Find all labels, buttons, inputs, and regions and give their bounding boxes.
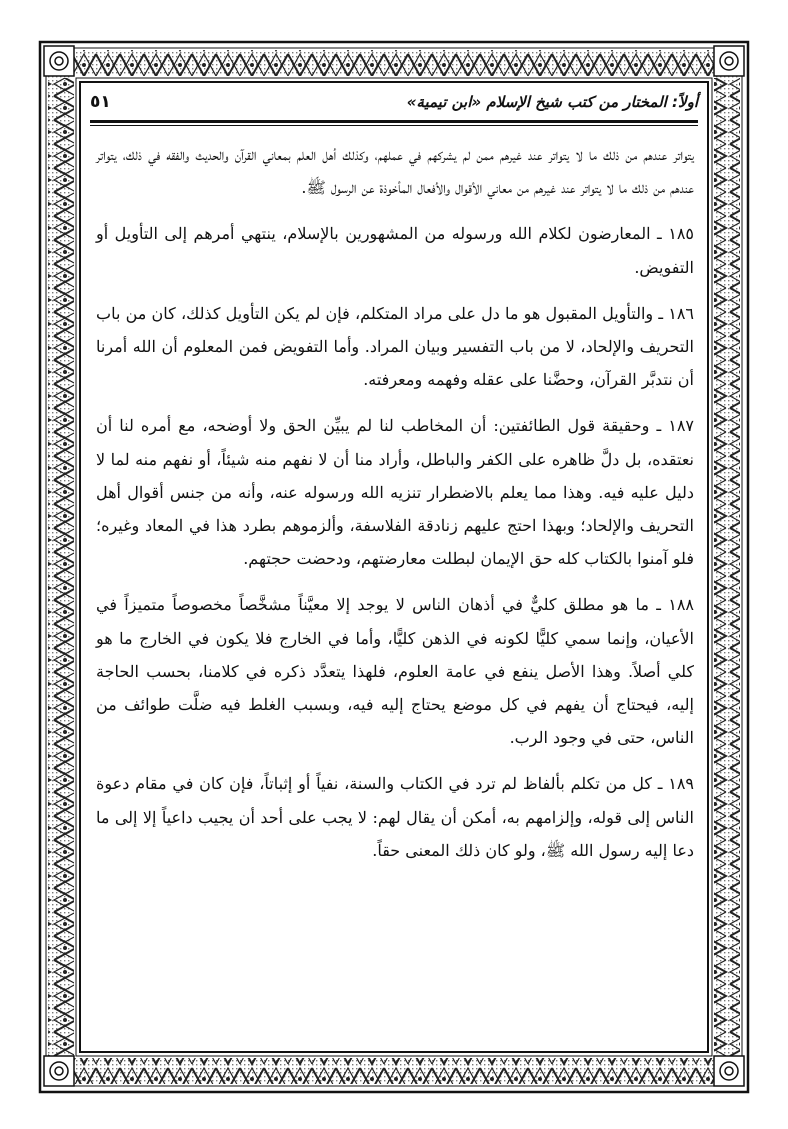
paragraph-text: يتواتر عندهم من ذلك ما لا يتواتر عند غيرهم ممن لم يشركهم في عملهم، وكذلك أهل العلم بمعاني القرآن والحديث والفقه في ذلك، يتواتر عندهم من ذلك ما لا يتواتر عند غيرهم من معاني الأقوال والأفعال المأخوذة عن الرسول ﷺ. xyxy=(96,145,694,198)
body-text xyxy=(96,138,694,880)
page-number: ٥١ xyxy=(90,92,111,112)
paragraph-number: ١٨٩ xyxy=(668,774,694,794)
paragraph-number: ١٨٨ xyxy=(668,595,694,615)
header-rule-thin xyxy=(90,125,698,126)
header-rule xyxy=(90,120,698,123)
paragraph-text: ـ كل من تكلم بألفاظ لم ترد في الكتاب والسنة، نفياً أو إثباتاً، فإن كان في مقام دعوة الناس إلى قوله، وإلزامهم به، أمكن أن يقال لهم: لا يجب على أحد أن يجيب داعياً إلا إلى ما دعا إليه رسول الله ﷺ، ولو كان ذلك المعنى حقاً. xyxy=(96,774,694,860)
paragraph xyxy=(96,217,694,283)
paragraph-text: ـ وحقيقة قول الطائفتين: أن المخاطب لنا لم يبيِّن الحق ولا أوضحه، مع أمره لنا أن نعتقده، بل دلَّ ظاهره على الكفر والباطل، وأراد منا أن لا نفهم منه شيئاً، أو نفهم منه لما لا دليل عليه فيه. وهذا مما يعلم بالاضطرار تنزيه الله ورسوله عنه، وأنه من جنس أقوال أهل التحريف والإلحاد؛ وبهذا احتج عليهم زنادقة الفلاسفة، وألزموهم بطرد هذا في المعاد وغيره؛ فلو آمنوا بالكتاب كله حق الإيمان لبطلت معارضتهم، ودحضت حجتهم. xyxy=(96,416,695,569)
paragraph-text: ـ والتأويل المقبول هو ما دل على مراد المتكلم، فإن لم يكن التأويل كذلك، كان من باب التحريف والإلحاد، لا من باب التفسير وبيان المراد. وأما التفويض فمن المعلوم أن الله أمرنا أن نتدبَّر القرآن، وحضَّنا على عقله وفهمه ومعرفته. xyxy=(96,303,694,390)
paragraph xyxy=(96,588,694,754)
paragraph-number: ١٨٦ xyxy=(668,303,695,323)
paragraph-text: ـ ما هو مطلق كليٌّ في أذهان الناس لا يوجد إلا معيَّناً مشخَّصاً مخصوصاً متميزاً في الأعيان، وإنما سمي كليًّا لكونه في الذهن كليًّا، وأما في الخارج فلا يكون في الخارج ما هو كلي أصلاً. وهذا الأصل ينفع في عامة العلوم، فلهذا يتعدَّد ذكره في كلامنا، بحسب الحاجة إليه، فيحتاج أن يفهم في كل موضع يحتاج إليه فيه، وبسبب الغلط فيه ضلَّت طوائف من الناس، حتى في وجود الرب. xyxy=(96,595,694,748)
paragraph-text: ـ المعارضون لكلام الله ورسوله من المشهورين بالإسلام، ينتهي أمرهم إلى التأويل أو التفويض. xyxy=(96,224,694,277)
paragraph xyxy=(96,297,694,397)
paragraph xyxy=(96,138,694,204)
paragraph xyxy=(96,409,694,575)
paragraph-number: ١٨٧ xyxy=(668,416,694,436)
running-header xyxy=(90,90,698,120)
paragraph xyxy=(96,767,694,867)
paragraph-number: ١٨٥ xyxy=(668,224,694,244)
header-title: أولاً: المختار من كتب شيخ الإسلام «ابن تيمية» xyxy=(406,93,698,111)
